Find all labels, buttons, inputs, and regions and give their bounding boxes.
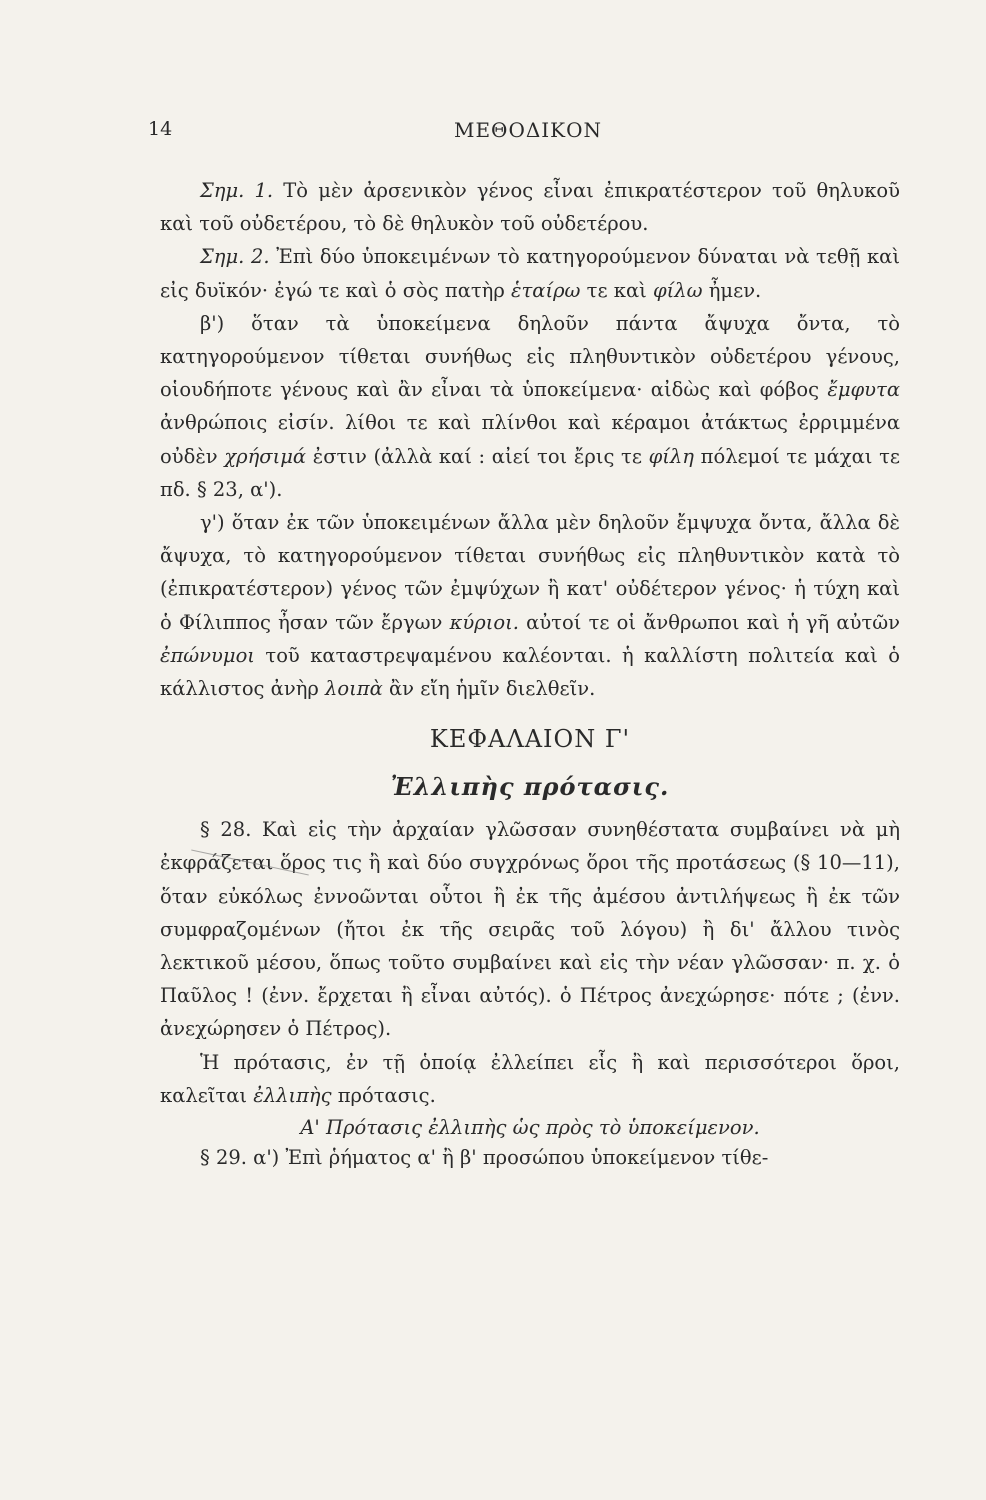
- para-c-g: ἂν εἴη ἡμῖν διελθεῖν.: [382, 677, 596, 701]
- def-c: πρότασις.: [331, 1083, 436, 1107]
- para-c-d: ἐπώνυμοι: [160, 643, 255, 667]
- page-body: [160, 174, 900, 1174]
- note-2-label: Σημ. 2.: [200, 245, 270, 269]
- chapter-subtitle: Ἐλλιπὴς πρότασις.: [390, 772, 670, 802]
- paragraph-gamma: [160, 506, 900, 705]
- note-2: [160, 240, 900, 306]
- para-c-b: κύριοι.: [449, 610, 519, 634]
- definition-paragraph: [160, 1046, 900, 1112]
- para-b-c: ἀνθρώποις εἰσίν. λίθοι τε καὶ πλίνθοι καὶ κέραμοι ἀτάκτως ἐρριμμένα οὐδὲν: [160, 411, 900, 468]
- note-2-italic: ἑταίρω: [511, 278, 581, 302]
- def-a: Ἡ πρότασις, ἐν τῇ ὁποίᾳ ἐλλείπει εἷς ἢ καὶ περισσότεροι ὅροι, καλεῖται: [160, 1050, 900, 1107]
- note-2-italic2: φίλω: [652, 278, 703, 302]
- para-b-b: ἔμφυτα: [827, 378, 900, 402]
- para-b-f: φίλη: [648, 444, 694, 468]
- running-title: ΜΕΘΟΔΙΚΟΝ: [453, 118, 603, 142]
- paragraph-beta: [160, 307, 900, 506]
- note-1-text: Τὸ μὲν ἀρσενικὸν γένος εἶναι ἐπικρατέστερον τοῦ θηλυκοῦ καὶ τοῦ οὐδετέρου, τὸ δὲ θηλυκὸν τοῦ οὐδετέρου.: [160, 179, 900, 236]
- para-b-g: πόλεμοί τε μάχαι τε πδ. § 23, α').: [160, 444, 901, 501]
- chapter-title: ΚΕΦΑΛΑΙΟΝ Γ': [429, 725, 631, 754]
- section-28: § 28. Καὶ εἰς τὴν ἀρχαίαν γλῶσσαν συνηθέστατα συμβαίνει νὰ μὴ ἐκφράζεται ὅρος τις ἢ καὶ δύο συγχρόνως ὅροι τῆς προτάσεως (§ 10—11), ὅταν εὐκόλως ἐννοῶνται οὗτοι ἢ ἐκ τῆς ἀμέσου ἀντιλήψεως ἢ ἐκ τῶν συμφραζομένων (ἤτοι ἐκ τῆς σειρᾶς τοῦ λόγου) ἢ δι' ἄλλου τινὸς λεκτικοῦ μέσου, ὅπως τοῦτο συμβαίνει καὶ εἰς τὴν νέαν γλῶσσαν· π. χ. ὁ Παῦλος ! (ἐνν. ἔρχεται ἢ εἶναι αὐτός). ὁ Πέτρος ἀνεχώρησε· πότε ; (ἐνν. ἀνεχώρησεν ὁ Πέτρος).: [160, 818, 900, 1041]
- para-b-e: ἐστιν (ἀλλὰ καί : αἰεί τοι ἔρις τε: [306, 444, 649, 468]
- para-c-e: τοῦ καταστρεψαμένου καλέονται. ἡ καλλίστη πολιτεία καὶ ὁ κάλλιστος ἀνὴρ: [160, 643, 900, 701]
- para-c-f: λοιπὰ: [325, 677, 383, 701]
- para-b-a: β') ὅταν τὰ ὑποκείμενα δηλοῦν πάντα ἄψυχα ὄντα, τὸ κατηγορούμενον τίθεται συνήθως εἰς πληθυντικὸν οὐδετέρου γένους, οἱουδήποτε γένους καὶ ἂν εἶναι τὰ ὑποκείμενα· αἰδὼς καὶ φόβος: [160, 311, 900, 402]
- subheading: Α' Πρότασις ἐλλιπὴς ὡς πρὸς τὸ ὑποκείμενον.: [300, 1116, 760, 1140]
- para-c-c: αὐτοί τε οἱ ἄνθρωποι καὶ ἡ γῆ αὐτῶν: [518, 610, 900, 634]
- note-2-text2: τε καὶ: [580, 278, 653, 302]
- note-1-label: Σημ. 1.: [200, 179, 274, 202]
- page-header: [148, 118, 908, 158]
- para-c-a: γ') ὅταν ἐκ τῶν ὑποκειμένων ἄλλα μὲν δηλοῦν ἔμψυχα ὄντα, ἄλλα δὲ ἄψυχα, τὸ κατηγορούμενον τίθεται συνήθως εἰς πληθυντικὸν κατὰ τὸ (ἐπικρατέστερον) γένος τῶν ἐμψύχων ἢ κατ' οὐδέτερον γένος· ἡ τύχη καὶ ὁ Φίλιππος ἦσαν τῶν ἔργων: [160, 511, 900, 634]
- page-number: 14: [148, 118, 173, 140]
- note-2-text: Ἐπὶ δύο ὑποκειμένων τὸ κατηγορούμενον δύναται νὰ τεθῇ καὶ εἰς δυϊκόν· ἐγώ τε καὶ ὁ σὸς πατὴρ: [160, 245, 900, 302]
- section-29: § 29. α') Ἐπὶ ῥήματος α' ἢ β' προσώπου ὑποκείμενον τίθε-: [200, 1146, 769, 1170]
- def-b: ἐλλιπὴς: [253, 1083, 332, 1107]
- note-1: [160, 174, 900, 240]
- note-2-text3: ἦμεν.: [702, 278, 762, 302]
- para-b-d: χρήσιμά: [224, 444, 307, 468]
